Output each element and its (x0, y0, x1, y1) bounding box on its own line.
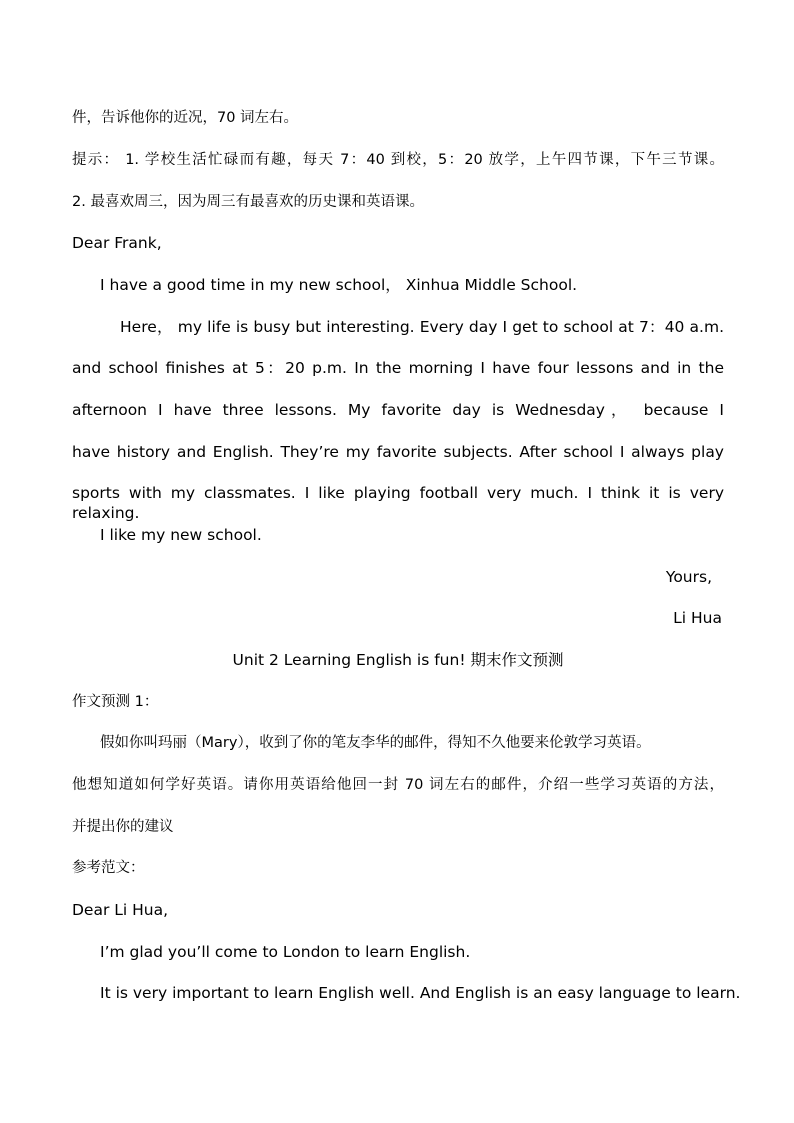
letter-paragraph-2-line-3: afternoon I have three lessons. My favorite day is Wednesday， because I (72, 401, 724, 419)
sample-essay-label: 参考范文： (72, 860, 145, 876)
intro-task-line: 件，告诉他你的近况，70 词左右。 (72, 110, 299, 126)
letter-paragraph-2-line-4: have history and English. They’re my favorite subjects. After school I always play (72, 443, 724, 461)
essay-prediction-label: 作文预测 1： (72, 694, 159, 710)
letter-closing-sentence: I like my new school. (100, 526, 262, 544)
sample-line-2: It is very important to learn English well. And English is an easy language to learn. (100, 984, 741, 1002)
hint-line-1: 提示： 1. 学校生活忙碌而有趣，每天 7：40 到校，5：20 放学，上午四节课，下午三节课。 (72, 152, 724, 168)
letter-signature: Li Hua (673, 609, 722, 627)
sample-greeting: Dear Li Hua, (72, 901, 169, 919)
letter-paragraph-2-line-5: sports with my classmates. I like playing football very much. I think it is very relaxing. (72, 484, 724, 522)
letter-signoff: Yours, (665, 568, 712, 586)
letter-paragraph-1: I have a good time in my new school， Xinhua Middle School. (100, 276, 578, 294)
prompt-line-3: 并提出你的建议 (72, 819, 174, 835)
sample-line-1: I’m glad you’ll come to London to learn English. (100, 943, 471, 961)
letter-greeting: Dear Frank, (72, 234, 162, 252)
letter-paragraph-2-line-1: Here， my life is busy but interesting. Every day I get to school at 7：40 a.m. (120, 318, 724, 336)
section-title: Unit 2 Learning English is fun! 期末作文预测 (232, 651, 564, 669)
prompt-line-1: 假如你叫玛丽（Mary），收到了你的笔友李华的邮件，得知不久他要来伦敦学习英语。 (100, 735, 651, 751)
letter-paragraph-2-line-2: and school finishes at 5：20 p.m. In the morning I have four lessons and in the (72, 359, 724, 377)
hint-line-2: 2. 最喜欢周三，因为周三有最喜欢的历史课和英语课。 (72, 194, 424, 210)
prompt-line-2: 他想知道如何学好英语。请你用英语给他回一封 70 词左右的邮件，介绍一些学习英语的方法， (72, 777, 724, 793)
